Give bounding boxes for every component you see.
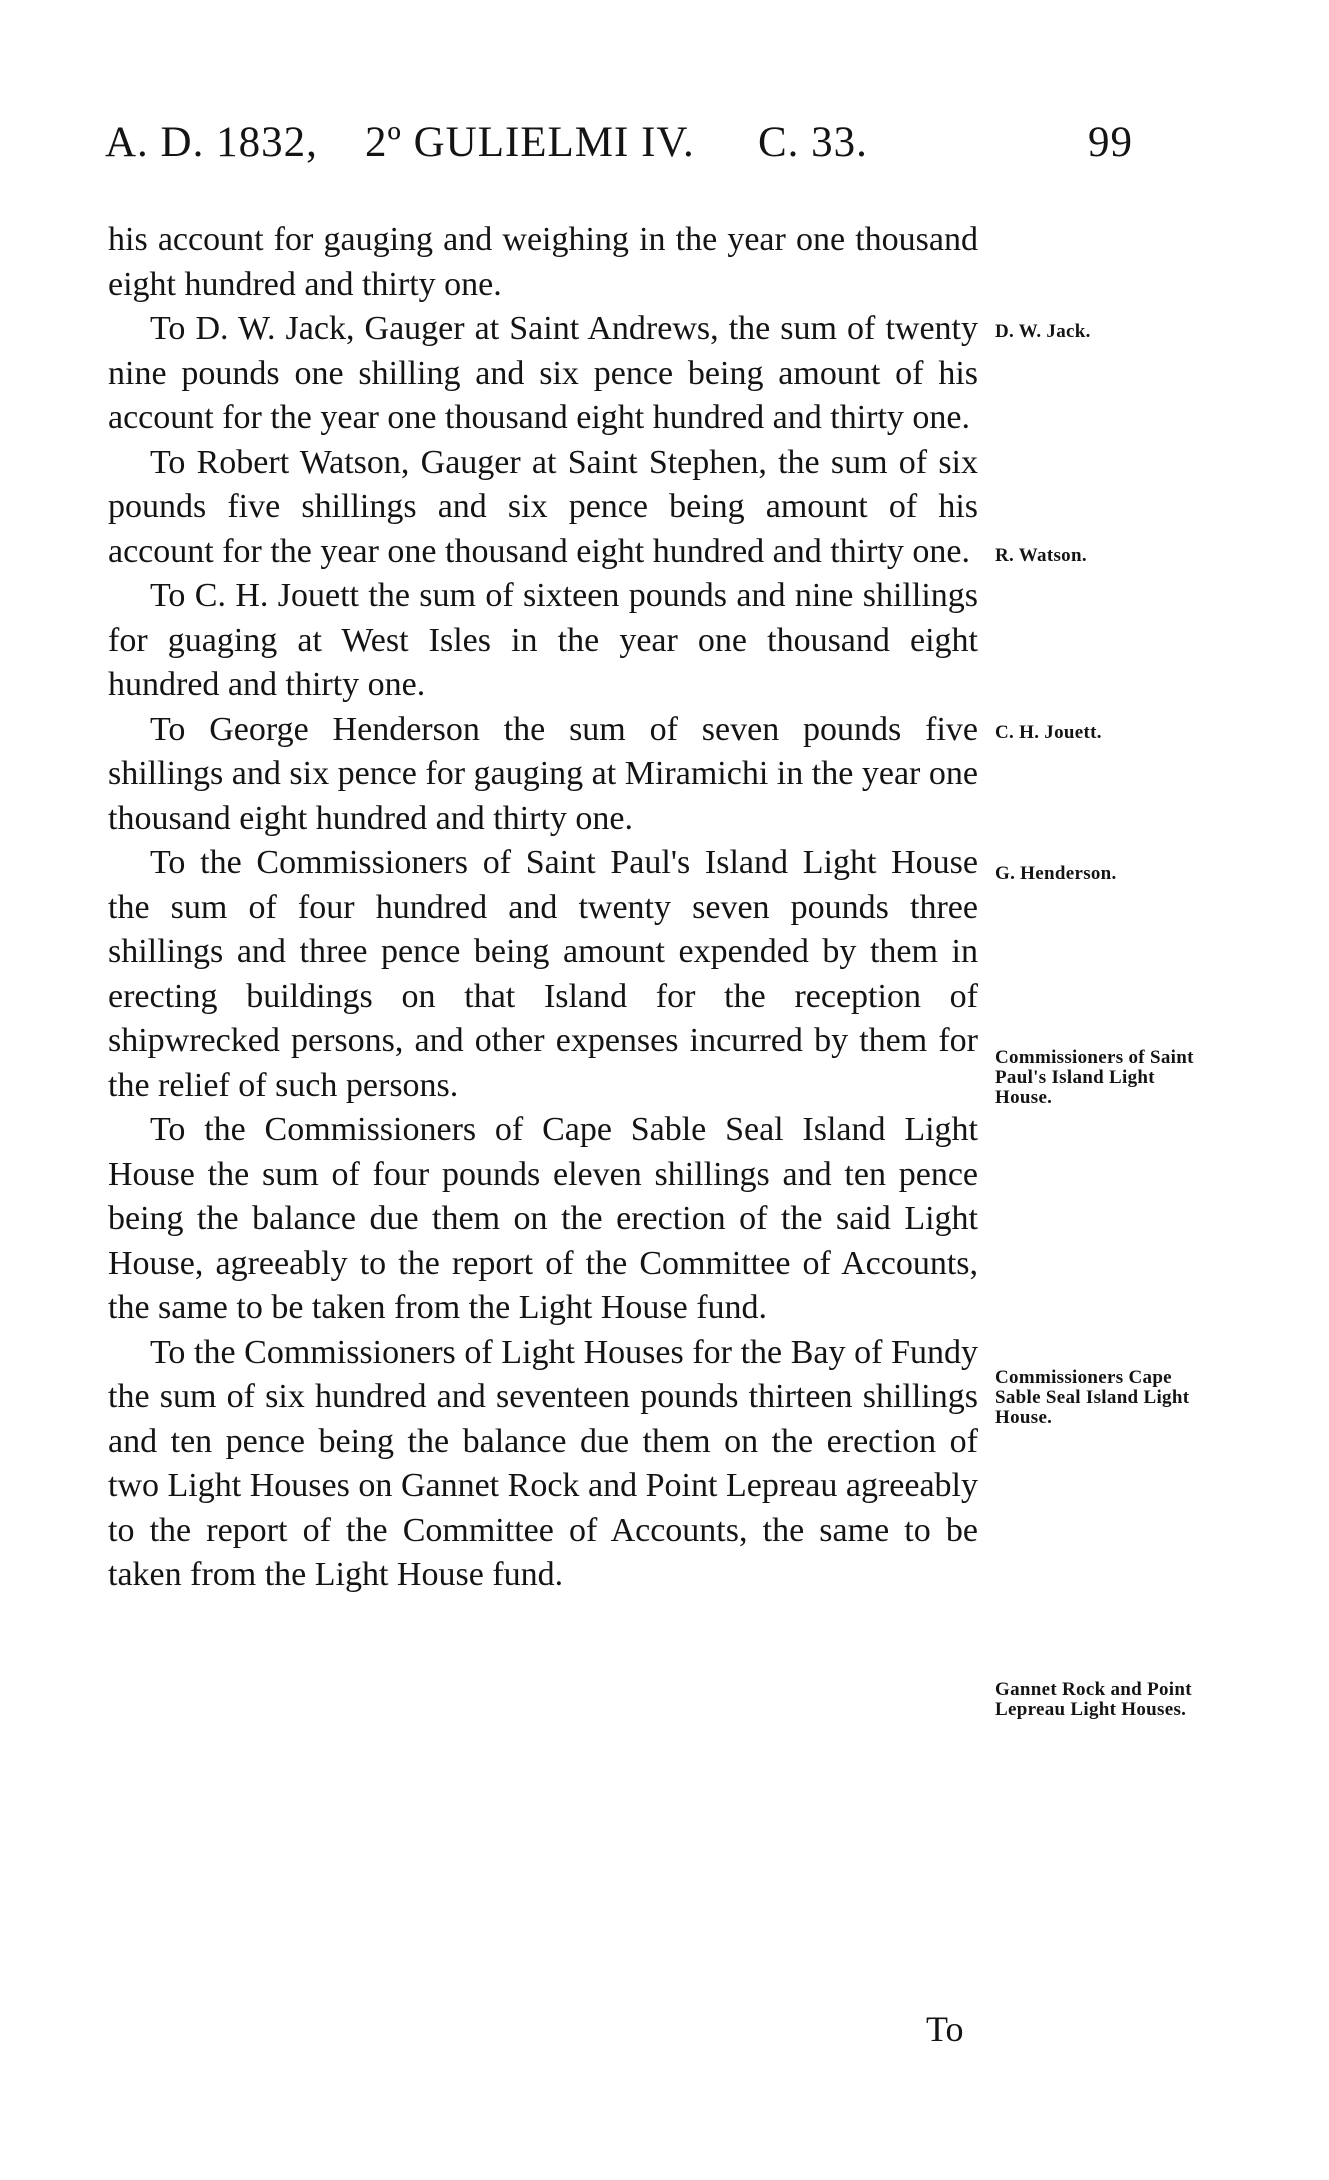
marginal-note-watson: R. Watson. — [995, 545, 1087, 566]
marginal-note-henderson: G. Henderson. — [995, 863, 1117, 884]
paragraph-watson: To Robert Watson, Gauger at Saint Stephen, the sum of six pounds five shillings and six pence being amount of his account for the year one thousand eight hundred and thirty one. — [108, 443, 978, 570]
header-year: A. D. 1832, — [105, 119, 318, 166]
paragraph-continuation: his account for gauging and weighing in the year one thousand eight hundred and thirty one. — [108, 221, 978, 303]
paragraph-jack: To D. W. Jack, Gauger at Saint Andrews, the sum of twenty nine pounds one shilling and six pence being amount of his account for the year one thousand eight hundred and thirty one. — [108, 310, 978, 436]
main-text-column — [108, 218, 978, 1598]
marginal-note-jack: D. W. Jack. — [995, 321, 1091, 342]
header-regnal-year: 2º GULIELMI IV. — [365, 119, 695, 166]
catchword: To — [926, 2009, 964, 2049]
marginal-note-bay-of-fundy: Gannet Rock and Point Lepreau Light Houses. — [995, 1679, 1192, 1720]
header-chapter: C. 33. — [758, 119, 868, 166]
paragraph-jouett: To C. H. Jouett the sum of sixteen pounds and nine shillings for guaging at West Isles in the year one thousand eight hundred and thirty one. — [108, 577, 978, 703]
page-number: 99 — [1088, 119, 1133, 166]
marginal-note-jouett: C. H. Jouett. — [995, 722, 1102, 743]
paragraph-henderson: To George Henderson the sum of seven pounds five shillings and six pence for gauging at Miramichi in the year one thousand eight hundred and thirty one. — [108, 710, 978, 837]
running-header — [105, 118, 1133, 164]
paragraph-bay-of-fundy: To the Commissioners of Light Houses for the Bay of Fundy the sum of six hundred and seventeen pounds thirteen shillings and ten pence being the balance due them on the erection of two Light Houses on Gannet Rock and Point Lepreau agreeably to the report of the Committee of Accounts, the same to be taken from the Light House fund. — [108, 1333, 978, 1593]
paragraph-saint-pauls-island: To the Commissioners of Saint Paul's Island Light House the sum of four hundred and twenty seven pounds three shillings and three pence being amount expended by them in erecting buildings on that Island for the reception of shipwrecked persons, and other expenses incurred by them for the relief of such persons. — [108, 844, 978, 1104]
paragraph-cape-sable: To the Commissioners of Cape Sable Seal Island Light House the sum of four pounds eleven shillings and ten pence being the balance due them on the erection of the said Light House, agreeably to the report of the Committee of Accounts, the same to be taken from the Light House fund. — [108, 1111, 978, 1326]
marginal-note-cape-sable: Commissioners Cape Sable Seal Island Light House. — [995, 1367, 1190, 1428]
marginal-note-saint-pauls: Commissioners of Saint Paul's Island Light House. — [995, 1047, 1194, 1108]
